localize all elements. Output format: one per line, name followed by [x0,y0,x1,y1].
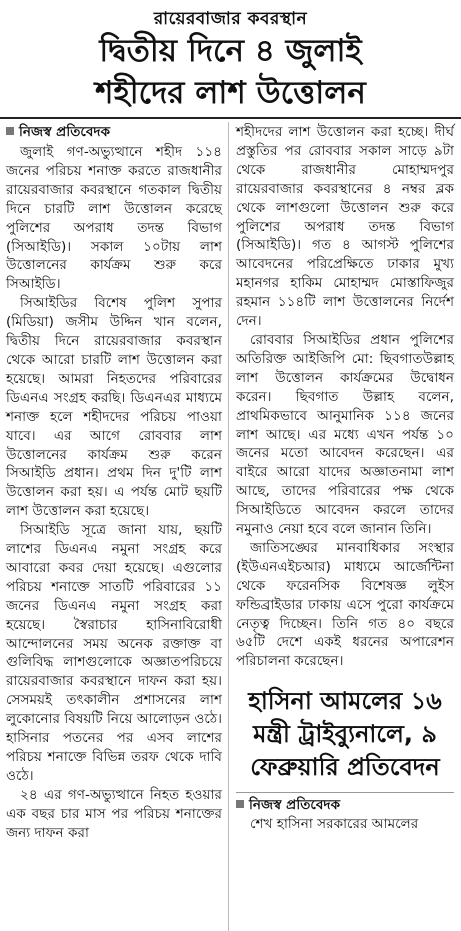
second-article-rule [236,792,454,793]
second-article-paragraph: শেখ হাসিনা সরকারের আমলের [250,816,419,833]
article-headline [0,30,461,114]
square-bullet-icon [6,127,14,135]
article-column-left [6,123,222,843]
second-byline-text: নিজস্ব প্রতিবেদক [249,797,341,814]
headline-line-1: দ্বিতীয় দিনে ৪ জুলাই [99,33,362,69]
article-column-right [236,123,454,834]
second-article-byline [236,796,454,815]
article-paragraph: জাতিসঙ্ঘের মানবাধিকার সংস্থার (ইউএনএইচআর) মাধ্যমে আর্জেন্টিনা থেকে ফরেনসিক বিশেষজ্ঞ লুইস ফন্ডিব্রাইডার ঢাকায় এসে পুরো কার্যক্রমে নেতৃত্ব দিচ্ছেন। তিনি গত ৪০ বছরে ৬৫টি দেশে একই ধরনের অপারেশন পরিচালনা করেছেন। [236,539,454,670]
article-kicker: রায়েরবাজার কবরস্থান [153,9,308,29]
headline-line-2: শহীদের লাশ উত্তোলন [95,75,366,111]
article-paragraph: সিআইডির বিশেষ পুলিশ সুপার (মিডিয়া) জসীম উদ্দিন খান বলেন, দ্বিতীয় দিনে রায়েরবাজার কবরস্থান থেকে আরো চারটি লাশ উত্তোলন করা হয়েছে। আমরা নিহতদের পরিবারের ডিএনএ সংগ্রহ করছি। ডিএনএর মাধ্যমে শনাক্ত হলে শহীদদের পরিচয় পাওয়া যাবে। এর আগে রোববার লাশ উত্তোলনের কার্যক্রম শুরু করেন সিআইডি প্রধান। প্রথম দিন দু'টি লাশ উত্তোলন করা হয়। এ পর্যন্ত মোট ছয়টি লাশ উত্তোলন করা হয়েছে। [6,295,222,520]
second-article-headline: হাসিনা আমলের ১৬ মন্ত্রী ট্রাইব্যুনালে, ৯ ফেব্রুয়ারি প্রতিবেদন [248,687,442,782]
article-paragraph: সিআইডি সূত্রে জানা যায়, ছয়টি লাশের ডিএনএ নমুনা সংগ্রহ করে আবারো কবর দেয়া হয়েছে। এগুলোর পরিচয় শনাক্তে সাতটি পরিবারের ১১ জনের ডিএনএ নমুনা সংগ্রহ করা হয়েছে। স্বৈরাচার হাসিনাবিরোধী আন্দোলনের সময় অনেক রক্তাক্ত বা গুলিবিদ্ধ লাশগুলোকে অজ্ঞাতপরিচয়ে রায়েরবাজার কবরস্থানে দাফন করা হয়। সেসময়ই তৎকালীন প্রশাসনের লাশ লুকোনোর বিষয়টি নিয়ে আলোড়ন ওঠে। হাসিনার পতনের পর এসব লাশের পরিচয় শনাক্তে বিভিন্ন তরফ থেকে দাবি ওঠে। [6,522,222,784]
article-byline [6,123,222,142]
article-paragraph: শহীদদের লাশ উত্তোলন করা হচ্ছে। দীর্ঘ প্রস্তুতির পর রোববার সকাল সাড়ে ৯টা থেকে রাজধানীর মোহাম্মদপুর রায়েরবাজার কবরস্থানের ৪ নম্বর ব্লক থেকে লাশগুলো উত্তোলন শুরু করে পুলিশের অপরাধ তদন্ত বিভাগ (সিআইডি)। গত ৪ আগস্ট পুলিশের আবেদনের পরিপ্রেক্ষিতে ঢাকার মুখ্য মহানগর হাকিম মোহাম্মদ মোস্তাফিজুর রহমান ১১৪টি লাশ উত্তোলনের নির্দেশ দেন। [236,124,454,330]
byline-text: নিজস্ব প্রতিবেদক [19,124,111,140]
article-paragraph: জুলাই গণ-অভ্যুত্থানে শহীদ ১১৪ জনের পরিচয় শনাক্ত করতে রাজধানীর রায়েরবাজার কবরস্থানে গতকাল দ্বিতীয় দিনে চারটি লাশ উত্তোলন করেছে পুলিশের অপরাধ তদন্ত বিভাগ (সিআইডি)। সকাল ১০টায় লাশ উত্তোলনের কার্যক্রম শুরু করে সিআইডি। [6,144,222,293]
article-paragraph: ২৪ এর গণ-অভ্যুত্থানে নিহত হওয়ার এক বছর চার মাস পর পরিচয় শনাক্তের জন্য দাফন করা [6,786,222,841]
column-separator [228,122,229,931]
article-paragraph: রোববার সিআইডির প্রধান পুলিশের অতিরিক্ত আইজিপি মো: ছিবগাতউল্লাহ লাশ উত্তোলন কার্যক্রমের উদ্বোধন করেন। ছিবগাত উল্লাহ বলেন, প্রাথমিকভাবে আনুমানিক ১১৪ জনের লাশ আছে। এর মধ্যে এখন পর্যন্ত ১০ জনের মতো আবেদন করেছেন। এর বাইরে আরো যাদের অজ্ঞাতনামা লাশ আছে, তাদের পরিবারের পক্ষ থেকে সিআইডিতে আবেদন করলে তাদের নমুনাও নেয়া হবে বলে জানান তিনি। [236,331,454,538]
square-bullet-icon [236,800,244,808]
headline-rule [0,117,461,119]
